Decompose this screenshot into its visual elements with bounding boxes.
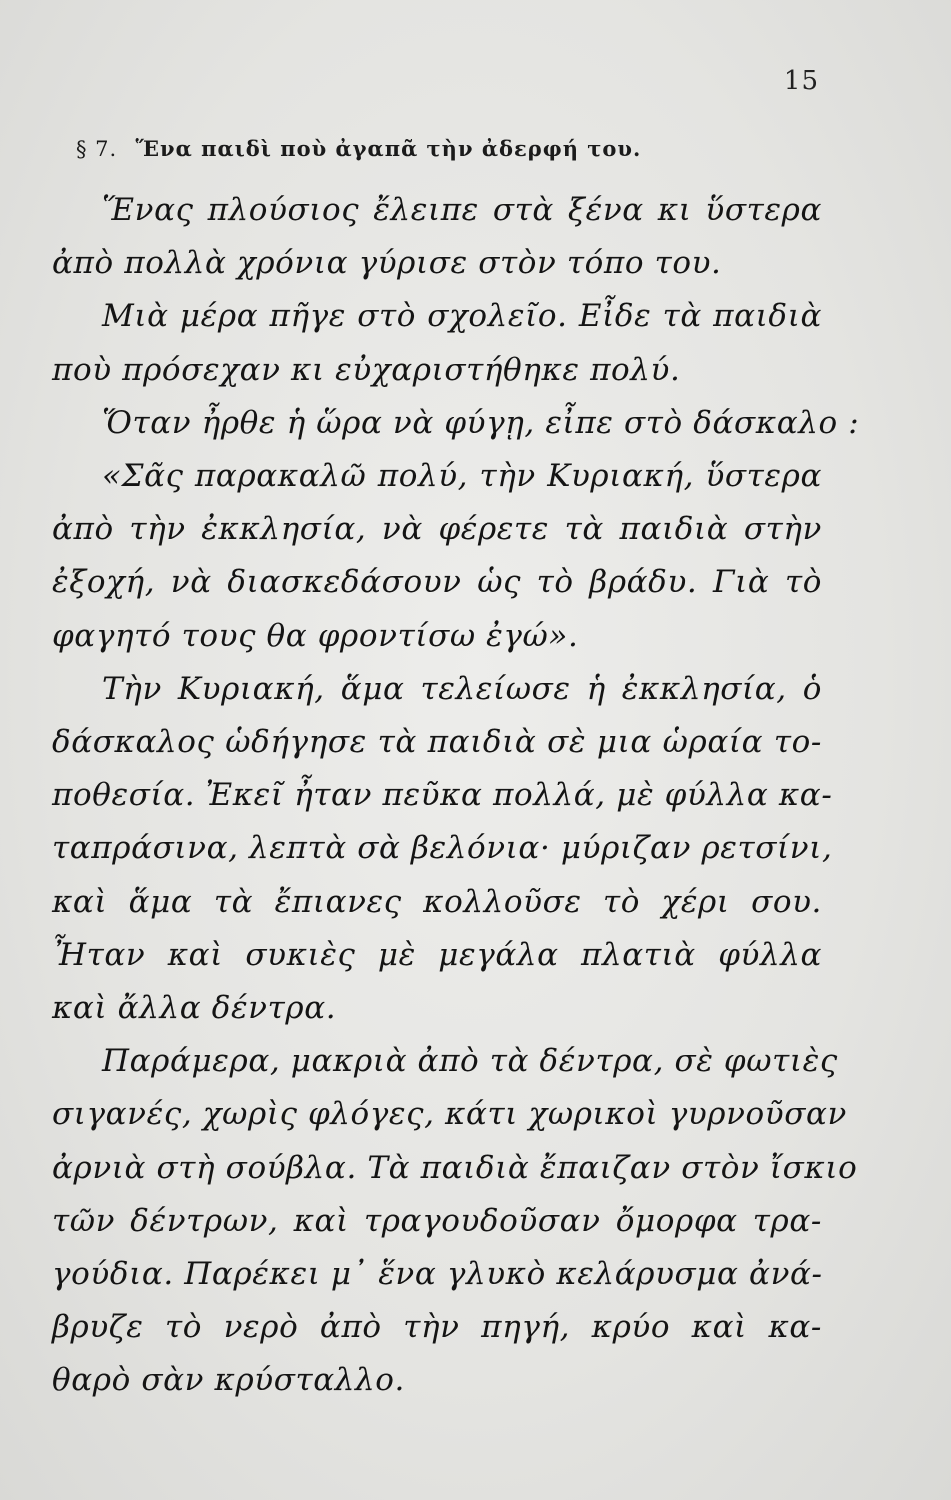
text-line: ποθεσία. Ἐκεῖ ἦταν πεῦκα πολλά, μὲ φύλλα κα- — [52, 777, 833, 814]
text-line: βρυζε τὸ νερὸ ἀπὸ τὴν πηγή, κρύο καὶ κα- — [52, 1309, 822, 1346]
text-line: ἀπὸ πολλὰ χρόνια γύρισε στὸν τόπο του. — [52, 245, 722, 282]
section-mark: § 7. — [76, 137, 118, 161]
section-title: Ἕνα παιδὶ ποὺ ἀγαπᾶ τὴν ἀδερφή του. — [135, 136, 642, 161]
text-line: Τὴν Κυριακή, ἅμα τελείωσε ἡ ἐκκλησία, ὁ — [102, 670, 822, 707]
text-line: Ἕνας πλούσιος ἔλειπε στὰ ξένα κι ὕστερα — [102, 192, 822, 228]
text-line: Ὅταν ἦρθε ἡ ὥρα νὰ φύγῃ, εἶπε στὸ δάσκαλο : — [102, 404, 860, 441]
text-line: Παράμερα, μακριὰ ἀπὸ τὰ δέντρα, σὲ φωτιὲς — [102, 1043, 838, 1080]
section-heading — [76, 136, 836, 161]
text-line: καὶ ἅμα τὰ ἔπιανες κολλοῦσε τὸ χέρι σου. — [52, 883, 822, 920]
text-line: γούδια. Παρέκει μ᾽ ἕνα γλυκὸ κελάρυσμα ἀνά- — [52, 1256, 823, 1293]
text-line: καὶ ἄλλα δέντρα. — [52, 990, 337, 1027]
text-line: ἐξοχή, νὰ διασκεδάσουν ὡς τὸ βράδυ. Γιὰ τὸ — [52, 564, 822, 601]
text-line: σιγανές, χωρὶς φλόγες, κάτι χωρικοὶ γυρνοῦσαν — [52, 1096, 847, 1133]
text-line: ἀρνιὰ στὴ σούβλα. Τὰ παιδιὰ ἔπαιζαν στὸν ἴσκιο — [52, 1149, 858, 1186]
text-line: ταπράσινα, λεπτὰ σὰ βελόνια· μύριζαν ρετσίνι, — [52, 830, 833, 867]
text-line: τῶν δέντρων, καὶ τραγουδοῦσαν ὄμορφα τρα- — [52, 1202, 822, 1239]
text-line: ποὺ πρόσεχαν κι εὐχαριστήθηκε πολύ. — [52, 351, 681, 388]
text-line: «Σᾶς παρακαλῶ πολύ, τὴν Κυριακή, ὕστερα — [102, 458, 822, 495]
text-line: Μιὰ μέρα πῆγε στὸ σχολεῖο. Εἶδε τὰ παιδιὰ — [102, 298, 822, 335]
text-line: φαγητό τους θα φροντίσω ἐγώ». — [52, 617, 579, 654]
text-line: θαρὸ σὰν κρύσταλλο. — [52, 1362, 405, 1399]
text-line: ἀπὸ τὴν ἐκκλησία, νὰ φέρετε τὰ παιδιὰ στὴν — [52, 511, 822, 548]
page-number: 15 — [783, 66, 819, 96]
text-line: Ἦταν καὶ συκιὲς μὲ μεγάλα πλατιὰ φύλλα — [52, 936, 822, 973]
text-line: δάσκαλος ὡδήγησε τὰ παιδιὰ σὲ μια ὡραία το- — [52, 724, 822, 761]
body-text — [52, 184, 860, 1408]
